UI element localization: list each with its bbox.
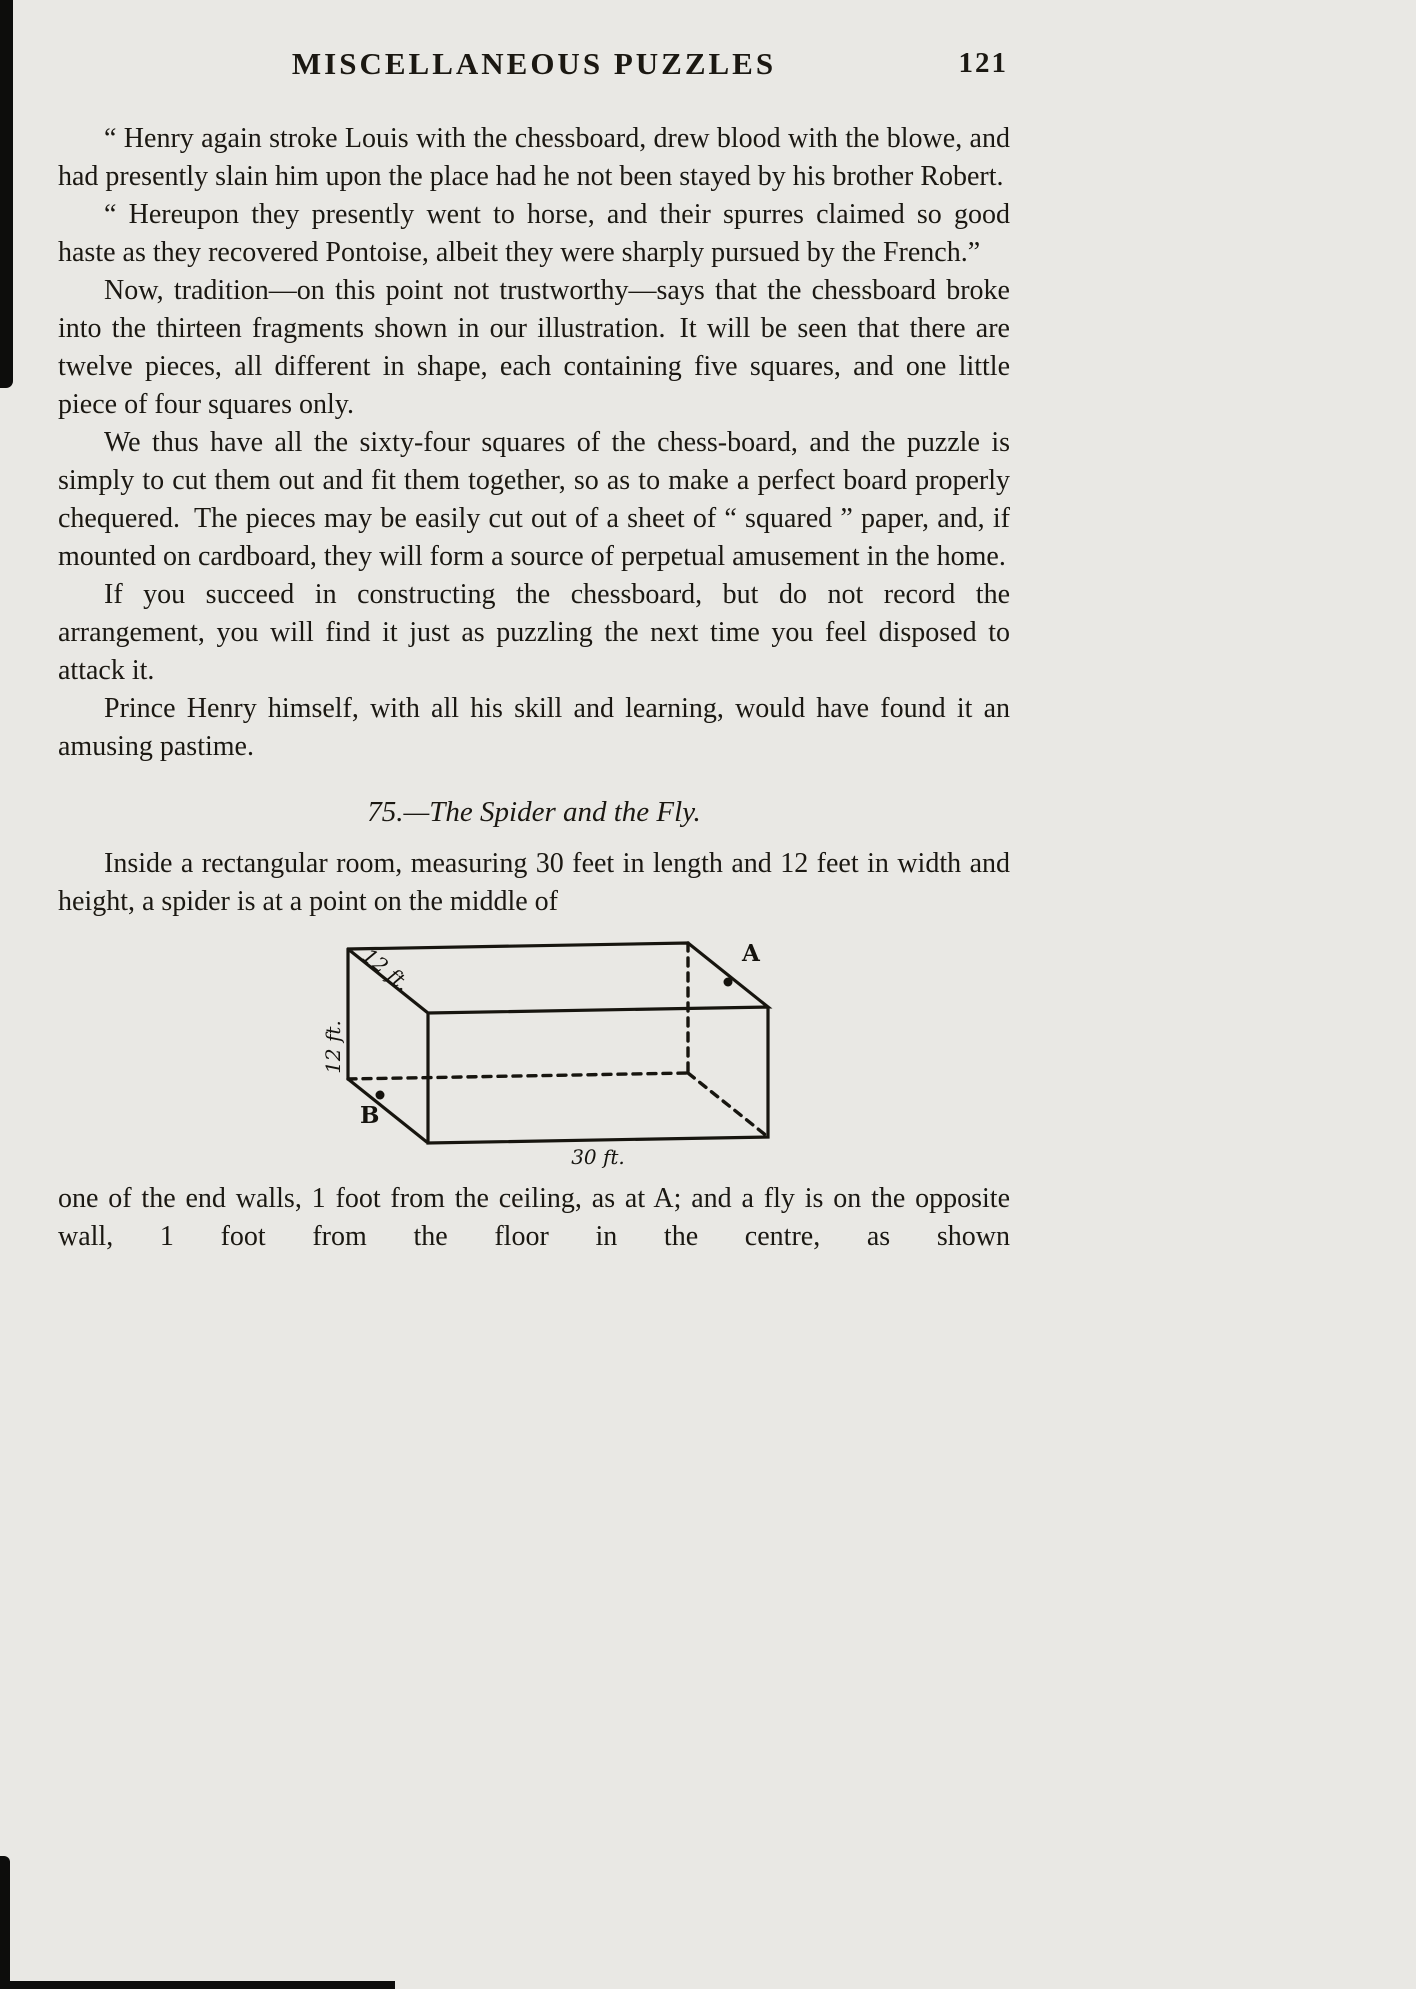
page-content — [58, 46, 1010, 1256]
point-a-dot — [724, 978, 733, 987]
paragraph: Now, tradition—on this point not trustworthy—says that the chessboard broke into the thirteen fragments shown in our illustration. It will be seen that there are twelve pieces, all different in shape, each containing five squares, and one little piece of four squares only. — [58, 275, 1010, 420]
label-length-30ft: 30 ft. — [571, 1145, 625, 1169]
paragraph: Prince Henry himself, with all his skill and learning, would have found it an amusing pastime. — [58, 693, 1010, 762]
point-a-label: A — [742, 940, 760, 967]
page-number: 121 — [958, 47, 1008, 79]
paragraph: If you succeed in constructing the chessboard, but do not record the arrangement, you will find it just as puzzling the next time you feel disposed to attack it. — [58, 579, 1010, 686]
paragraph: Inside a rectangular room, measuring 30 feet in length and 12 feet in width and height, a spider is at a point on the middle of — [58, 848, 1010, 917]
paragraph: one of the end walls, 1 foot from the ceiling, as at A; and a fly is on the opposite wall, 1 foot from the floor in the centre, as shown — [58, 1183, 1010, 1252]
box-figure — [316, 935, 786, 1170]
paragraph: “ Hereupon they presently went to horse, and their spurres claimed so good haste as they recovered Pontoise, albeit they were sharply pursued by the French.” — [58, 199, 1010, 268]
scan-artifact-bottom — [0, 1981, 395, 1989]
paragraph: We thus have all the sixty-four squares of the chess-board, and the puzzle is simply to cut them out and fit them together, so as to make a perfect board properly chequered. The pieces may be easily cut out of a sheet of “ squared ” paper, and, if mounted on cardboard, they will form a source of perpetual amusement in the home. — [58, 427, 1010, 572]
point-b-dot — [376, 1091, 385, 1100]
label-height-12ft: 12 ft. — [321, 1020, 345, 1074]
page-header — [58, 46, 1010, 92]
room-diagram — [316, 935, 786, 1170]
page-title: MISCELLANEOUS PUZZLES — [291, 46, 777, 81]
scan-artifact-left-top — [0, 0, 13, 388]
point-b-label: B — [360, 1102, 380, 1129]
scan-artifact-left-bottom — [0, 1856, 10, 1989]
section-heading: 75.—The Spider and the Fly. — [367, 796, 701, 828]
box-hidden-edges — [348, 943, 768, 1137]
paragraph: “ Henry again stroke Louis with the chessboard, drew blood with the blowe, and had presently slain him upon the place had he not been stayed by his brother Robert. — [58, 123, 1010, 192]
label-depth-12ft: 12 ft. — [358, 943, 415, 996]
